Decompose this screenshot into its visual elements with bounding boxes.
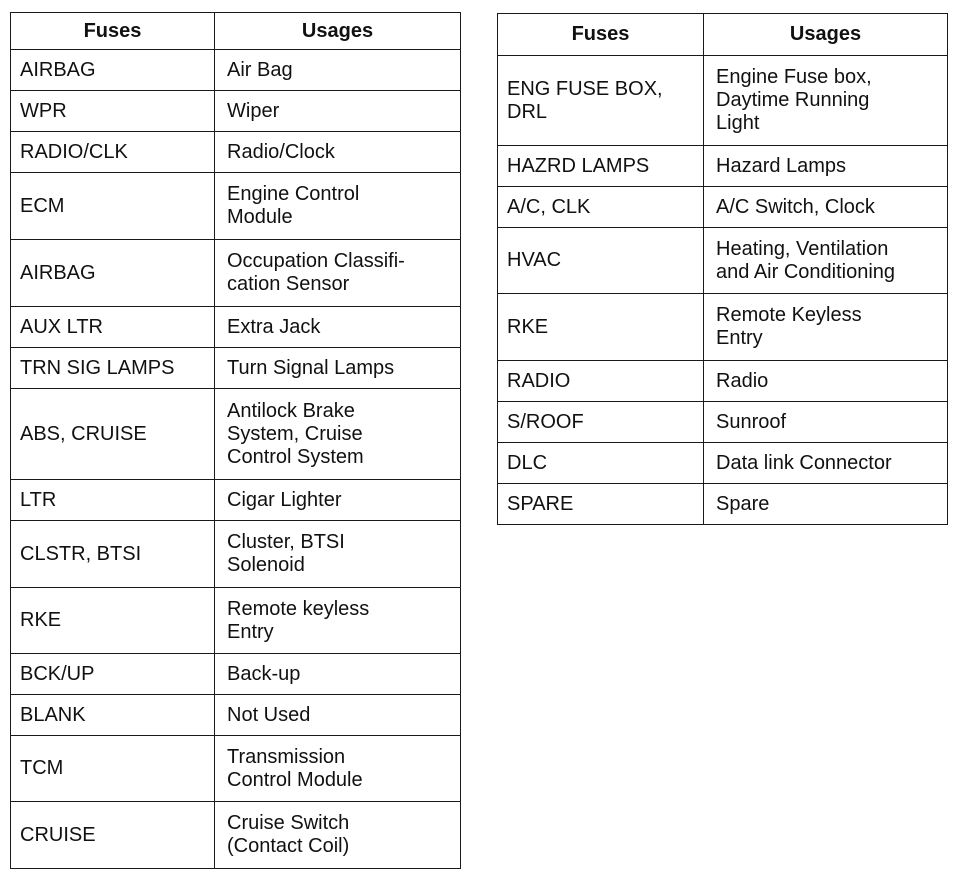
fuse-cell: S/ROOF xyxy=(498,402,704,443)
usage-cell: Antilock Brake System, Cruise Control System xyxy=(215,389,461,480)
table-row xyxy=(11,173,461,240)
fuse-cell: HAZRD LAMPS xyxy=(498,146,704,187)
table-row xyxy=(11,240,461,307)
table-row xyxy=(498,294,948,361)
fuse-cell: CLSTR, BTSI xyxy=(11,521,215,588)
table-row xyxy=(498,146,948,187)
table-row xyxy=(498,443,948,484)
fuse-cell: LTR xyxy=(11,480,215,521)
table-row xyxy=(11,389,461,480)
usage-cell: Cigar Lighter xyxy=(215,480,461,521)
table-row xyxy=(498,361,948,402)
usages-header: Usages xyxy=(215,13,461,50)
table-row xyxy=(11,736,461,802)
table-row xyxy=(11,654,461,695)
usage-cell: Not Used xyxy=(215,695,461,736)
usage-cell: Wiper xyxy=(215,91,461,132)
table-row xyxy=(498,402,948,443)
fuse-cell: AUX LTR xyxy=(11,307,215,348)
fuse-cell: BCK/UP xyxy=(11,654,215,695)
fuses-header: Fuses xyxy=(498,14,704,56)
table-row xyxy=(11,521,461,588)
usage-cell: Hazard Lamps xyxy=(704,146,948,187)
table-row xyxy=(11,588,461,654)
fuse-cell: A/C, CLK xyxy=(498,187,704,228)
fuse-cell: CRUISE xyxy=(11,802,215,869)
table-body xyxy=(498,56,948,525)
usage-cell: Engine Fuse box, Daytime Running Light xyxy=(704,56,948,146)
table-header-row xyxy=(498,14,948,56)
usage-cell: Data link Connector xyxy=(704,443,948,484)
table-row xyxy=(498,484,948,525)
usage-cell: Air Bag xyxy=(215,50,461,91)
fuse-cell: HVAC xyxy=(498,228,704,294)
fuse-cell: DLC xyxy=(498,443,704,484)
usage-cell: Extra Jack xyxy=(215,307,461,348)
table-row xyxy=(11,50,461,91)
fuses-header: Fuses xyxy=(11,13,215,50)
fuse-cell: ABS, CRUISE xyxy=(11,389,215,480)
usages-header: Usages xyxy=(704,14,948,56)
fuse-cell: ECM xyxy=(11,173,215,240)
usage-cell: Remote keyless Entry xyxy=(215,588,461,654)
fuse-cell: BLANK xyxy=(11,695,215,736)
table-body xyxy=(11,50,461,869)
fuse-table-right xyxy=(497,13,948,525)
table-row xyxy=(11,132,461,173)
table-row xyxy=(11,91,461,132)
fuse-cell: TCM xyxy=(11,736,215,802)
fuse-cell: RADIO/CLK xyxy=(11,132,215,173)
fuse-cell: RKE xyxy=(498,294,704,361)
table-header-row xyxy=(11,13,461,50)
usage-cell: Sunroof xyxy=(704,402,948,443)
fuse-cell: TRN SIG LAMPS xyxy=(11,348,215,389)
usage-cell: Radio xyxy=(704,361,948,402)
usage-cell: Heating, Ventilation and Air Conditioning xyxy=(704,228,948,294)
table-row xyxy=(498,187,948,228)
table-row xyxy=(498,56,948,146)
fuse-cell: SPARE xyxy=(498,484,704,525)
fuse-cell: RKE xyxy=(11,588,215,654)
fuse-cell: AIRBAG xyxy=(11,50,215,91)
table-row xyxy=(11,695,461,736)
usage-cell: Engine Control Module xyxy=(215,173,461,240)
usage-cell: Cruise Switch (Contact Coil) xyxy=(215,802,461,869)
usage-cell: Remote Keyless Entry xyxy=(704,294,948,361)
fuse-cell: ENG FUSE BOX, DRL xyxy=(498,56,704,146)
fuse-cell: RADIO xyxy=(498,361,704,402)
fuse-table-left xyxy=(10,12,461,869)
fuse-cell: AIRBAG xyxy=(11,240,215,307)
table-row xyxy=(11,802,461,869)
usage-cell: Radio/Clock xyxy=(215,132,461,173)
usage-cell: A/C Switch, Clock xyxy=(704,187,948,228)
usage-cell: Occupation Classifi- cation Sensor xyxy=(215,240,461,307)
usage-cell: Cluster, BTSI Solenoid xyxy=(215,521,461,588)
table-row xyxy=(498,228,948,294)
table-row xyxy=(11,348,461,389)
usage-cell: Spare xyxy=(704,484,948,525)
table-row xyxy=(11,480,461,521)
usage-cell: Turn Signal Lamps xyxy=(215,348,461,389)
table-row xyxy=(11,307,461,348)
usage-cell: Back-up xyxy=(215,654,461,695)
fuse-cell: WPR xyxy=(11,91,215,132)
usage-cell: Transmission Control Module xyxy=(215,736,461,802)
